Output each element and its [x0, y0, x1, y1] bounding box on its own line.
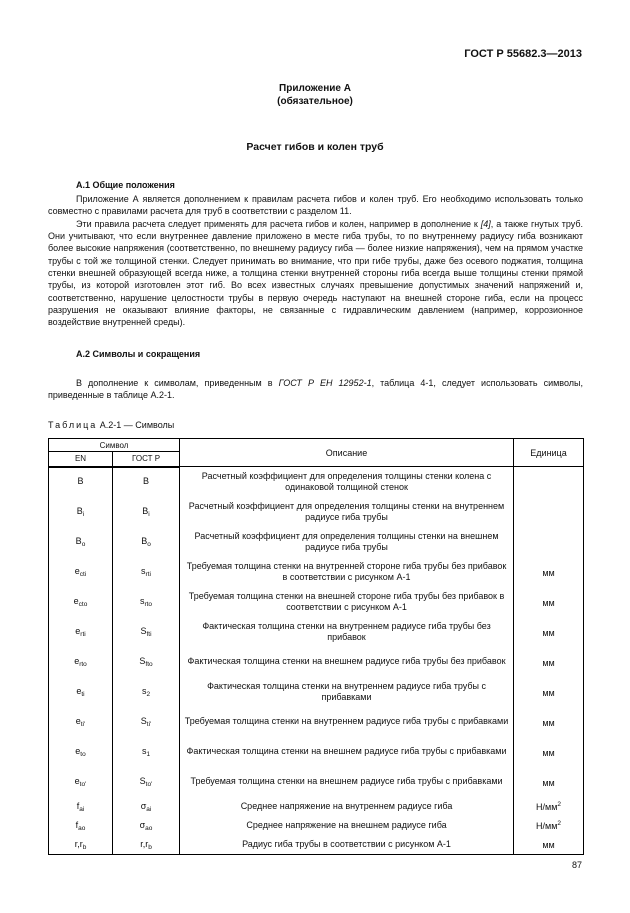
- annex-title: [0, 82, 630, 108]
- symbol-unit: $Н/мм^2$: [514, 816, 584, 835]
- symbol-description: Расчетный коэффициент для определения толщины стенки колена с одинаковой толщиной стенок: [180, 467, 514, 498]
- symbols-table: [48, 438, 584, 855]
- symbol-en: $e_{rti}$: [49, 617, 113, 647]
- symbol-unit: мм: [514, 647, 584, 677]
- symbol-description: Среднее напряжение на внутреннем радиусе гиба: [180, 797, 514, 816]
- symbol-en: B: [49, 467, 113, 498]
- table-row: [49, 767, 584, 797]
- page-title: Расчет гибов и колен труб: [246, 141, 384, 153]
- symbol-en: $r,r_b$: [49, 835, 113, 855]
- table-row: [49, 816, 584, 835]
- symbol-unit: мм: [514, 767, 584, 797]
- symbol-unit: [514, 527, 584, 557]
- header-en: EN: [49, 452, 113, 467]
- symbol-en: $B_i$: [49, 497, 113, 527]
- symbol-description: Фактическая толщина стенки на внешнем радиусе гиба трубы с прибавками: [180, 737, 514, 767]
- symbol-unit: мм: [514, 587, 584, 617]
- symbol-unit: мм: [514, 617, 584, 647]
- symbol-gost: $S_{ti'}$: [113, 707, 180, 737]
- table-row: [49, 647, 584, 677]
- header-gost: ГОСТ Р: [113, 452, 180, 467]
- symbol-description: Фактическая толщина стенки на внутреннем радиусе гиба трубы с прибавками: [180, 677, 514, 707]
- header-description: Описание: [180, 439, 514, 467]
- table-row: [49, 835, 584, 855]
- symbol-en: $e_{cto}$: [49, 587, 113, 617]
- symbol-gost: $S_{fto}$: [113, 647, 180, 677]
- symbol-unit: мм: [514, 557, 584, 587]
- paragraph: Эти правила расчета следует применять для расчета гибов и колен, например в дополнение к [4], а также гнутых труб. Они учитывают, что если внутреннее давление приложено в месте гиба трубы, то по внутреннему радиусу гиба возникают более высокие напряжения (соответственно, по внешнему радиусу гиба — более низкие напряжения), чем на прямом участке трубы с той же толщиной стенки. Следует принимать во внимание, что при гибе трубы, даже без осевого поджатия, толщина стенки внешней образующей всегда ниже, а толщина стенки внутренней стороны гиба всегда выше толщины стенки прямой трубы, из которой изготовлен этот гиб. Во всех известных случаях превышение допустимых значений напряжений и, соответственно, нарушение целостности трубы в первую очередь наступают на внешней стороне гиба, если на процесс разрушения не оказывают влияние факторы, не связанные с гидравлическим давлением (например, коррозионное воздействие внутренней среды).: [48, 218, 584, 328]
- symbol-unit: $Н/мм^2$: [514, 797, 584, 816]
- symbol-unit: [514, 467, 584, 498]
- symbol-en: $f_{ai}$: [49, 797, 113, 816]
- annex-label: Приложение А: [279, 83, 351, 94]
- annex-status: (обязательное): [277, 96, 353, 107]
- table-row: [49, 497, 584, 527]
- page-number: 87: [571, 860, 582, 870]
- symbol-gost: $s_2$: [113, 677, 180, 707]
- symbol-description: Фактическая толщина стенки на внутреннем радиусе гиба трубы без прибавок: [180, 617, 514, 647]
- table-row: [49, 557, 584, 587]
- symbol-gost: $s_1$: [113, 737, 180, 767]
- symbol-gost: $s_{rti}$: [113, 557, 180, 587]
- symbol-gost: $r,r_b$: [113, 835, 180, 855]
- symbol-gost: $S_{fti}$: [113, 617, 180, 647]
- symbol-unit: мм: [514, 707, 584, 737]
- table-row: [49, 617, 584, 647]
- symbol-description: Среднее напряжение на внешнем радиусе гиба: [180, 816, 514, 835]
- symbol-en: $B_o$: [49, 527, 113, 557]
- symbol-description: Расчетный коэффициент для определения толщины стенки на внутреннем радиусе гиба трубы: [180, 497, 514, 527]
- table-row: [49, 737, 584, 767]
- table-row: [49, 467, 584, 498]
- header-symbol: Символ: [49, 439, 180, 452]
- symbol-en: $f_{ao}$: [49, 816, 113, 835]
- section-heading-a2: А.2 Символы и сокращения: [76, 349, 201, 359]
- symbol-en: $e_{rto}$: [49, 647, 113, 677]
- table-row: [49, 587, 584, 617]
- symbol-description: Требуемая толщина стенки на внешнем радиусе гиба трубы с прибавками: [180, 767, 514, 797]
- section-a2-body: [48, 377, 583, 402]
- symbol-unit: [514, 497, 584, 527]
- symbol-gost: $B_o$: [113, 527, 180, 557]
- symbol-unit: мм: [514, 835, 584, 855]
- symbol-description: Фактическая толщина стенки на внешнем радиусе гиба трубы без прибавок: [180, 647, 514, 677]
- section-a1-body: [48, 193, 583, 329]
- symbol-description: Требуемая толщина стенки на внутреннем радиусе гиба трубы с прибавками: [180, 707, 514, 737]
- symbol-unit: мм: [514, 677, 584, 707]
- table-row: [49, 527, 584, 557]
- table-row: [49, 677, 584, 707]
- paragraph: В дополнение к символам, приведенным в ГОСТ Р ЕН 12952-1, таблица 4-1, следует использовать символы, приведенные в таблице А.2-1.: [48, 378, 583, 401]
- table-caption: Таблица А.2-1 — Символы: [48, 420, 175, 430]
- symbol-en: $e_{to}$: [49, 737, 113, 767]
- symbol-description: Радиус гиба трубы в соответствии с рисунком А-1: [180, 835, 514, 855]
- table-row: [49, 797, 584, 816]
- symbol-gost: $B_i$: [113, 497, 180, 527]
- symbol-description: Расчетный коэффициент для определения толщины стенки на внешнем радиусе гиба трубы: [180, 527, 514, 557]
- reference-link: [4]: [480, 218, 491, 229]
- symbol-description: Требуемая толщина стенки на внутренней стороне гиба трубы без прибавок в соответствии с рисунком А-1: [180, 557, 514, 587]
- symbol-unit: мм: [514, 737, 584, 767]
- symbol-en: $e_{ti}$: [49, 677, 113, 707]
- symbol-gost: B: [113, 467, 180, 498]
- symbol-gost: $\sigma_{ao}$: [113, 816, 180, 835]
- symbol-en: $e_{cti}$: [49, 557, 113, 587]
- symbol-gost: $\sigma_{ai}$: [113, 797, 180, 816]
- table-body: [49, 467, 584, 855]
- symbol-en: $e_{to'}$: [49, 767, 113, 797]
- document-code: ГОСТ Р 55682.3—2013: [464, 48, 582, 60]
- reference-standard: ГОСТ Р ЕН 12952-1: [278, 378, 372, 388]
- paragraph: Приложение А является дополнением к правилам расчета гибов и колен труб. Его необходимо использовать только совместно с правилами расчета для труб в соответствии с разделом 11.: [48, 194, 583, 217]
- symbol-en: $e_{ti'}$: [49, 707, 113, 737]
- symbol-gost: $s_{rto}$: [113, 587, 180, 617]
- section-heading-a1: А.1 Общие положения: [76, 180, 175, 190]
- symbol-description: Требуемая толщина стенки на внешней стороне гиба трубы без прибавок в соответствии с рисунком А-1: [180, 587, 514, 617]
- symbol-gost: $S_{to'}$: [113, 767, 180, 797]
- header-unit: Единица: [514, 439, 584, 467]
- table-row: [49, 707, 584, 737]
